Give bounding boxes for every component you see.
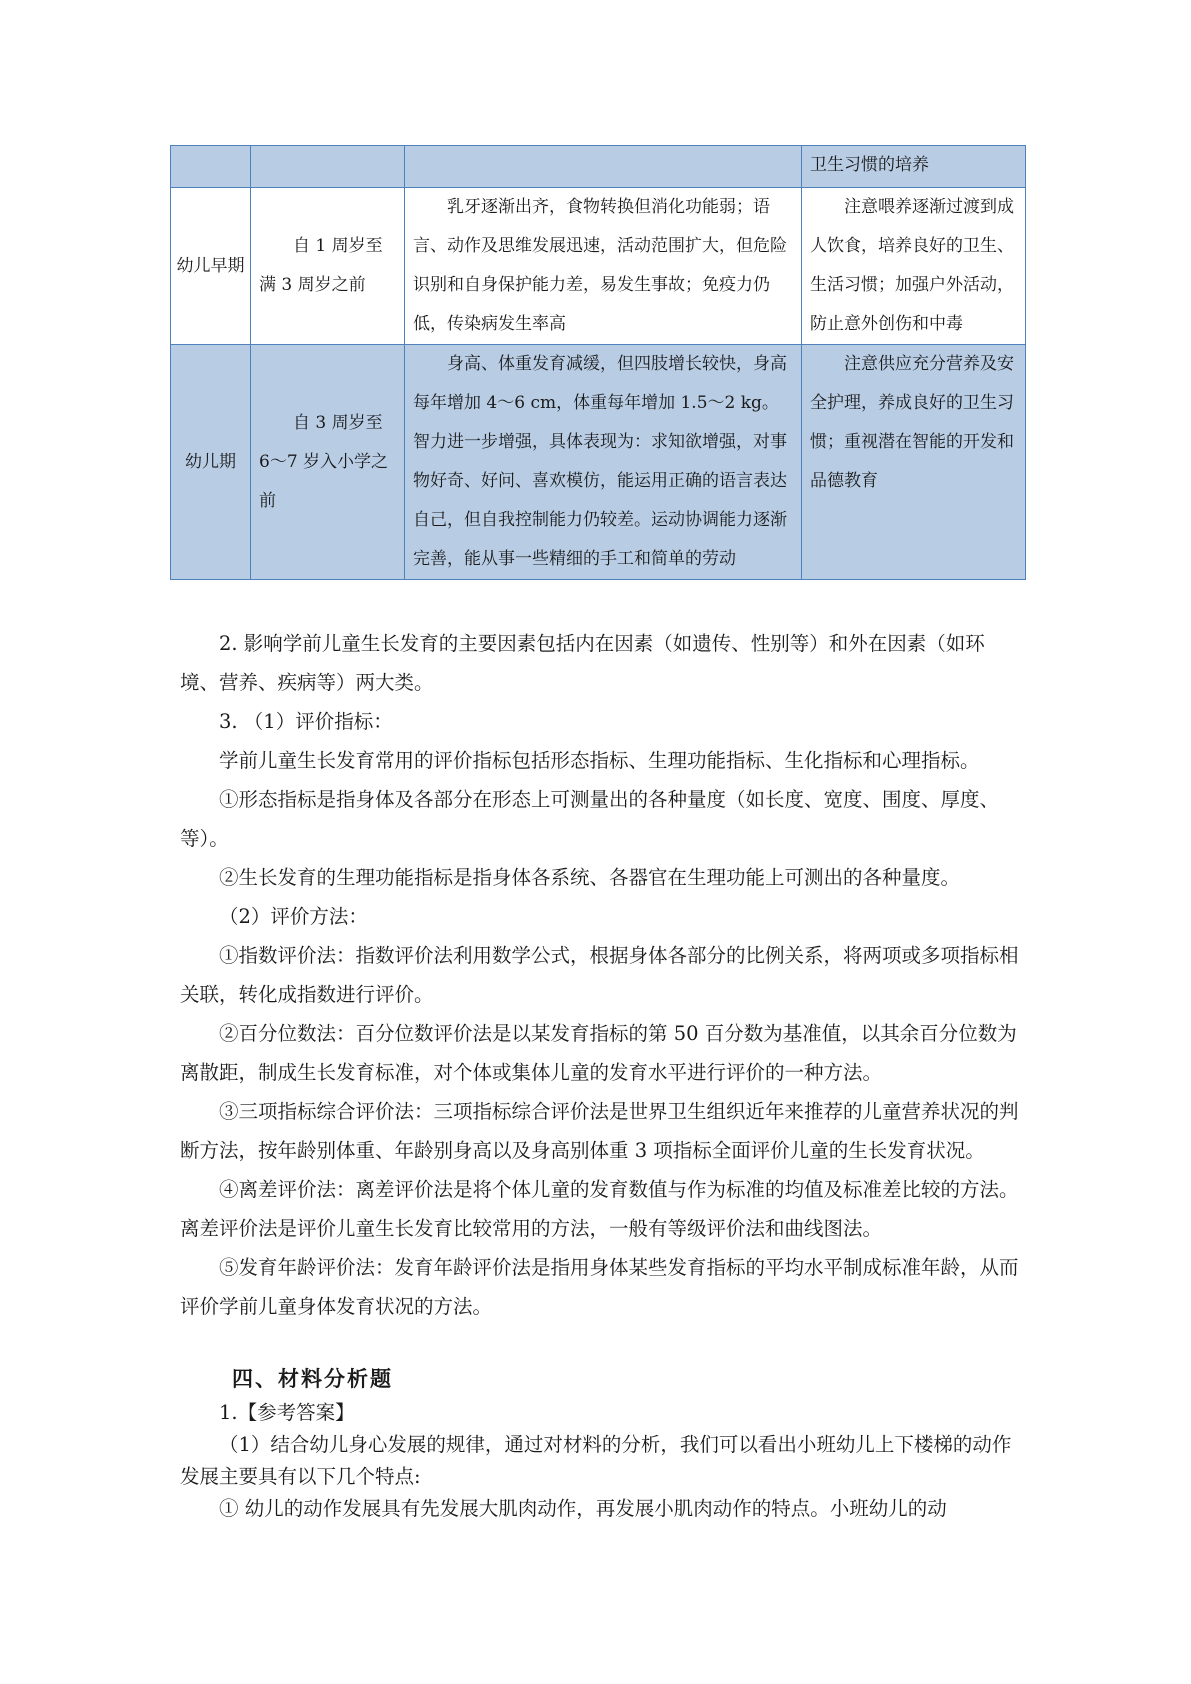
paragraph: ①形态指标是指身体及各部分在形态上可测量出的各种量度（如长度、宽度、围度、厚度、等）。 xyxy=(180,788,1000,850)
table-row xyxy=(171,188,1026,345)
age-cell: 自 1 周岁至满 3 周岁之前 xyxy=(251,188,405,345)
section4-body xyxy=(180,1397,1020,1525)
care-cell: 卫生习惯的培养 xyxy=(802,146,1026,188)
paragraph: （2）评价方法： xyxy=(219,905,368,928)
paragraph: （1）结合幼儿身心发展的规律，通过对材料的分析，我们可以看出小班幼儿上下楼梯的动作发展主要具有以下几个特点: xyxy=(180,1433,1012,1488)
paragraph: ⑤发育年龄评价法：发育年龄评价法是指用身体某些发育指标的平均水平制成标准年龄，从而评价学前儿童身体发育状况的方法。 xyxy=(180,1256,1019,1318)
answer-body xyxy=(180,624,1020,1326)
features-cell: 身高、体重发育减缓，但四肢增长较快，身高每年增加 4～6 cm，体重每年增加 1.5～2 kg。智力进一步增强，具体表现为：求知欲增强，对事物好奇、好问、喜欢模仿，能运用正确的语言表达自己，但自我控制能力仍较差。运动协调能力逐渐完善，能从事一些精细的手工和简单的劳动 xyxy=(405,345,802,580)
paragraph: ① 幼儿的动作发展具有先发展大肌肉动作，再发展小肌肉动作的特点。小班幼儿的动 xyxy=(219,1497,947,1520)
paragraph: ②百分位数法：百分位数评价法是以某发育指标的第 50 百分数为基准值，以其余百分位数为离散距，制成生长发育标准，对个体或集体儿童的发育水平进行评价的一种方法。 xyxy=(180,1022,1017,1084)
stage-cell: 幼儿期 xyxy=(171,345,251,580)
features-cell xyxy=(405,146,802,188)
growth-stage-table xyxy=(170,145,1026,580)
stage-cell xyxy=(171,146,251,188)
paragraph: 2. 影响学前儿童生长发育的主要因素包括内在因素（如遗传、性别等）和外在因素（如环境、营养、疾病等）两大类。 xyxy=(180,632,985,694)
paragraph: 学前儿童生长发育常用的评价指标包括形态指标、生理功能指标、生化指标和心理指标。 xyxy=(219,749,980,772)
table-row xyxy=(171,345,1026,580)
features-cell: 乳牙逐渐出齐，食物转换但消化功能弱；语言、动作及思维发展迅速，活动范围扩大，但危险识别和自身保护能力差，易发生事故；免疫力仍低，传染病发生率高 xyxy=(405,188,802,345)
paragraph: 3. （1）评价指标： xyxy=(219,710,393,733)
table-row xyxy=(171,146,1026,188)
paragraph: ②生长发育的生理功能指标是指身体各系统、各器官在生理功能上可测出的各种量度。 xyxy=(219,866,961,889)
answer-label: 1.【参考答案】 xyxy=(219,1401,355,1424)
paragraph: ③三项指标综合评价法：三项指标综合评价法是世界卫生组织近年来推荐的儿童营养状况的判断方法，按年龄别体重、年龄别身高以及身高别体重 3 项指标全面评价儿童的生长发育状况。 xyxy=(180,1100,1019,1162)
care-cell: 注意供应充分营养及安全护理，养成良好的卫生习惯；重视潜在智能的开发和品德教育 xyxy=(802,345,1026,580)
care-cell: 注意喂养逐渐过渡到成人饮食，培养良好的卫生、生活习惯；加强户外活动，防止意外创伤和中毒 xyxy=(802,188,1026,345)
stage-cell: 幼儿早期 xyxy=(171,188,251,345)
age-cell xyxy=(251,146,405,188)
paragraph: ①指数评价法：指数评价法利用数学公式，根据身体各部分的比例关系，将两项或多项指标相关联，转化成指数进行评价。 xyxy=(180,944,1019,1006)
section-heading: 四、材料分析题 xyxy=(232,1366,393,1391)
paragraph: ④离差评价法：离差评价法是将个体儿童的发育数值与作为标准的均值及标准差比较的方法。离差评价法是评价儿童生长发育比较常用的方法，一般有等级评价法和曲线图法。 xyxy=(180,1178,1019,1240)
age-cell: 自 3 周岁至 6～7 岁入小学之前 xyxy=(251,345,405,580)
